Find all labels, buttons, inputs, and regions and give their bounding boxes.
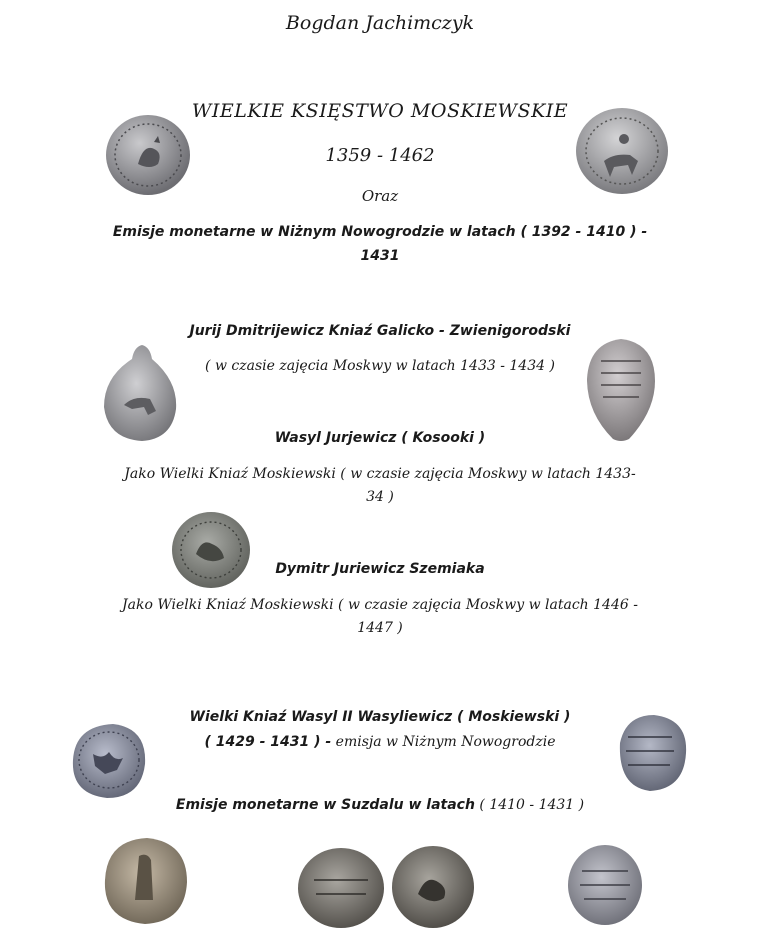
wasyl-jurjewicz-line1: Jako Wielki Kniaź Moskiewski ( w czasie zajęcia Moskwy w latach 1433- — [124, 466, 636, 482]
coin-wasyl-jurjewicz-image — [170, 510, 252, 590]
jurij-heading: Jurij Dmitrijewicz Kniaź Galicko - Zwienigorodski — [189, 323, 571, 339]
coin-wasyl-ii-text-image — [612, 713, 688, 793]
wasyl-jurjewicz-line2: 34 ) — [366, 489, 394, 505]
wasyl-ii-years: ( 1429 - 1431 ) - — [204, 734, 332, 750]
dymitr-heading: Dymitr Juriewicz Szemiaka — [275, 561, 485, 577]
oraz-text: Oraz — [361, 187, 399, 205]
title-years: 1359 - 1462 — [325, 145, 435, 166]
coin-rider-image — [574, 106, 670, 196]
author-name: Bogdan Jachimczyk — [285, 12, 475, 34]
coin-suzdal-obverse-image — [296, 846, 386, 930]
dymitr-line2: 1447 ) — [357, 620, 403, 636]
suzdal-years: ( 1410 - 1431 ) — [479, 797, 585, 813]
coin-suzdal-figure-image — [101, 836, 189, 926]
wasyl-ii-emisja: emisja w Niżnym Nowogrodzie — [335, 734, 556, 750]
dymitr-line1: Jako Wielki Kniaź Moskiewski ( w czasie zajęcia Moskwy w latach 1446 - — [122, 597, 638, 613]
jurij-note: ( w czasie zajęcia Moskwy w latach 1433 - 1434 ) — [205, 358, 555, 374]
page-title: WIELKIE KSIĘSTWO MOSKIEWSKIE — [191, 100, 569, 122]
wasyl-jurjewicz-heading: Wasyl Jurjewicz ( Kosooki ) — [274, 430, 486, 446]
coin-rooster-image — [104, 112, 192, 198]
coin-jurij-text-image — [585, 337, 657, 443]
coin-wasyl-ii-bird-image — [67, 720, 149, 800]
coin-suzdal-text-image — [566, 843, 644, 927]
coin-jurij-rider-image — [102, 343, 180, 443]
emisje-nizny-line2: 1431 — [360, 248, 400, 264]
suzdal-heading: Emisje monetarne w Suzdalu w latach — [175, 797, 475, 813]
wasyl-ii-heading: Wielki Kniaź Wasyl II Wasyliewicz ( Moskiewski ) — [189, 709, 571, 725]
coin-suzdal-reverse-image — [390, 844, 476, 930]
emisje-nizny-line1: Emisje monetarne w Niżnym Nowogrodzie w latach ( 1392 - 1410 ) - — [112, 224, 648, 240]
